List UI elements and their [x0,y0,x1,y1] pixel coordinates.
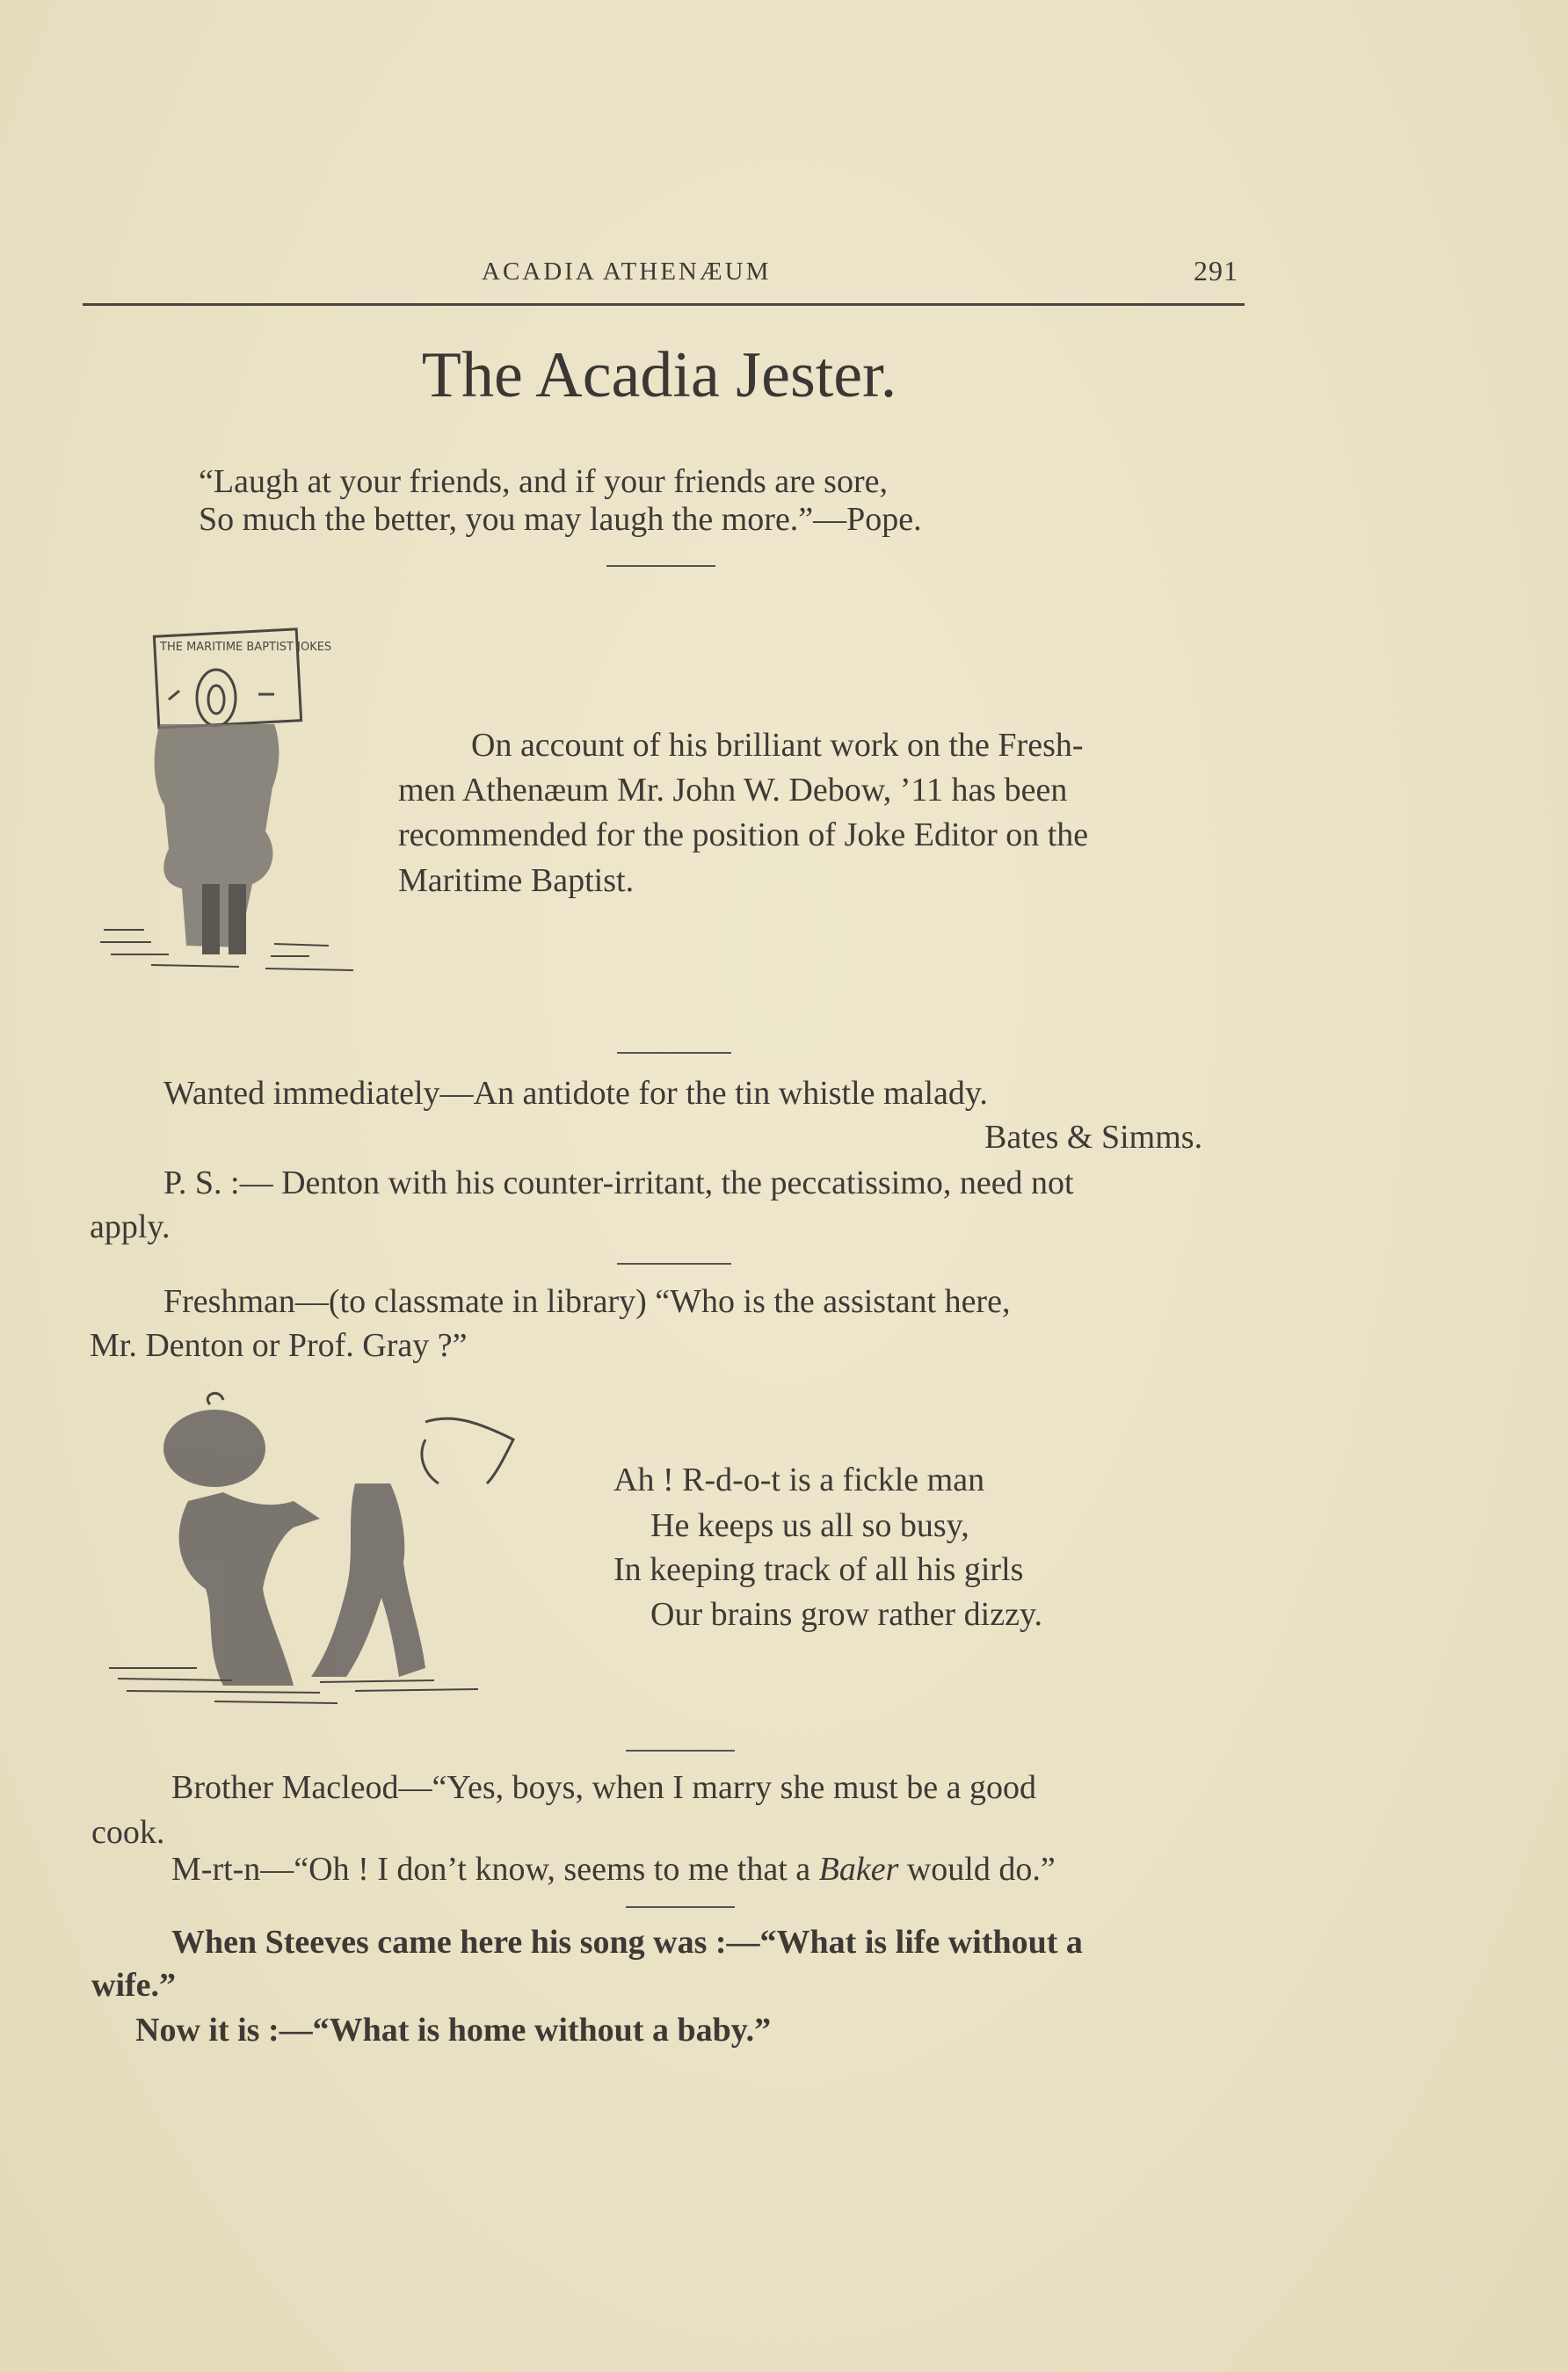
section-divider [606,565,715,567]
wanted-line-1: Wanted immediately—An antidote for the tin whistle malady. [163,1075,988,1112]
section-divider [617,1263,731,1265]
header-rule [83,303,1245,306]
epigraph-line-2: So much the better, you may laugh the more.”—Pope. [199,501,922,538]
macleod-line-3-end: would do.” [898,1851,1056,1888]
page-number: 291 [1194,255,1238,287]
steeves-line-2: wife.” [91,1967,177,2004]
freshman-line-2: Mr. Denton or Prof. Gray ?” [90,1327,468,1364]
epigraph-line-1: “Laugh at your friends, and if your friends are sore, [199,463,888,500]
poem-line-2: He keeps us all so busy, [650,1507,969,1544]
debow-line-3: recommended for the position of Joke Editor on the [398,816,1089,853]
macleod-line-2: cook. [91,1814,165,1851]
wanted-signature: Bates & Simms. [984,1119,1203,1156]
cartoon-couple-illustration [91,1387,522,1721]
page-title: The Acadia Jester. [421,339,897,411]
poem-line-3: In keeping track of all his girls [613,1551,1024,1588]
macleod-line-1: Brother Macleod—“Yes, boys, when I marry she must be a good [171,1769,1036,1806]
macleod-line-3-italic: Baker [818,1851,899,1888]
macleod-line-3-start: M-rt-n—“Oh ! I don’t know, seems to me that a [171,1851,819,1888]
wanted-ps-line-2: apply. [90,1208,171,1245]
section-divider [626,1906,735,1908]
steeves-line-1: When Steeves came here his song was :—“What is life without a [171,1924,1083,1961]
steeves-line-3: Now it is :—“What is home without a baby.” [135,2012,772,2049]
poem-line-1: Ah ! R-d-o-t is a fickle man [613,1462,985,1498]
debow-line-1: On account of his brilliant work on the Fresh- [471,727,1084,764]
section-divider [626,1750,735,1752]
macleod-line-3 [171,1846,1056,1892]
cartoon-sign-man-illustration [98,620,380,990]
wanted-ps-line-1: P. S. :— Denton with his counter-irritant, the peccatissimo, need not [163,1164,1074,1201]
debow-line-2: men Athenæum Mr. John W. Debow, ’11 has been [398,772,1068,809]
debow-line-4: Maritime Baptist. [398,862,635,899]
section-divider [617,1052,731,1054]
poem-line-4: Our brains grow rather dizzy. [650,1596,1042,1633]
running-title: ACADIA ATHENÆUM [482,258,772,286]
sign-text: THE MARITIME BAPTIST JOKES [160,641,332,654]
freshman-line-1: Freshman—(to classmate in library) “Who is the assistant here, [163,1283,1011,1320]
